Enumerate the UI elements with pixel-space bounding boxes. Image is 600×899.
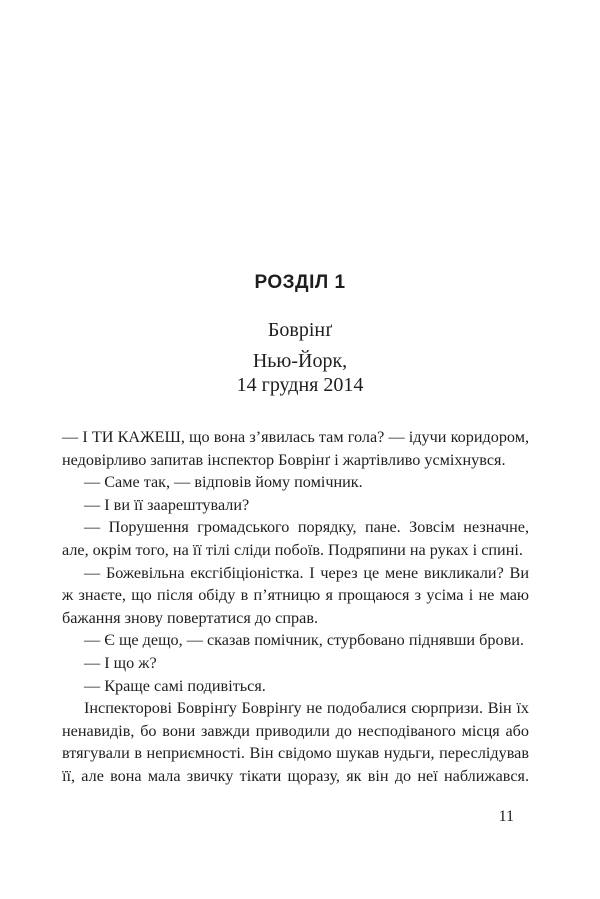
chapter-title: РОЗДІЛ 1 — [254, 272, 346, 293]
page-number: 11 — [498, 808, 514, 825]
paragraph-1: — І ТИ КАЖЕШ, що вона з’явилась там гола? — ідучи коридором, недовірливо запитав інспектор Боврінґ і жартівливо усміхнувся. — [62, 428, 529, 469]
paragraph-9: Інспекторові Боврінґу Боврінґу не подобалися сюрпризи. Він їх ненавидів, бо вони завжди приводили до несподіваного місця або втягували в неприємності. Він свідомо шукав нудьги, переслідував її, але вона мала звичку тікати щоразу, як він до неї наближався. — [62, 699, 529, 785]
paragraph-7: — І що ж? — [84, 653, 157, 672]
paragraph-4: — Порушення громадського порядку, пане. Зовсім незначне, але, окрім того, на її тілі сліди побоїв. Подряпини на руках і спині. — [62, 518, 529, 559]
paragraph-3: — І ви її заарештували? — [84, 495, 250, 514]
paragraph-5: — Божевільна ексгібіціоністка. І через це мене викликали? Ви ж знаєте, що після обіду в п’ятницю я прощаюся з усіма і не маю бажання знову повертатися до справ. — [62, 563, 529, 627]
paragraph-8: — Краще самі подивіться. — [84, 676, 266, 695]
body-text — [62, 426, 529, 788]
chapter-subtitle: Боврінґ — [267, 319, 333, 341]
paragraph-6: — Є ще дещо, — сказав помічник, стурбовано піднявши брови. — [84, 631, 524, 650]
place-and-date — [0, 349, 600, 397]
paragraph-2: — Саме так, — відповів йому помічник. — [84, 473, 363, 492]
place-line: Нью-Йорк, — [252, 350, 348, 372]
date-line: 14 грудня 2014 — [236, 374, 364, 396]
